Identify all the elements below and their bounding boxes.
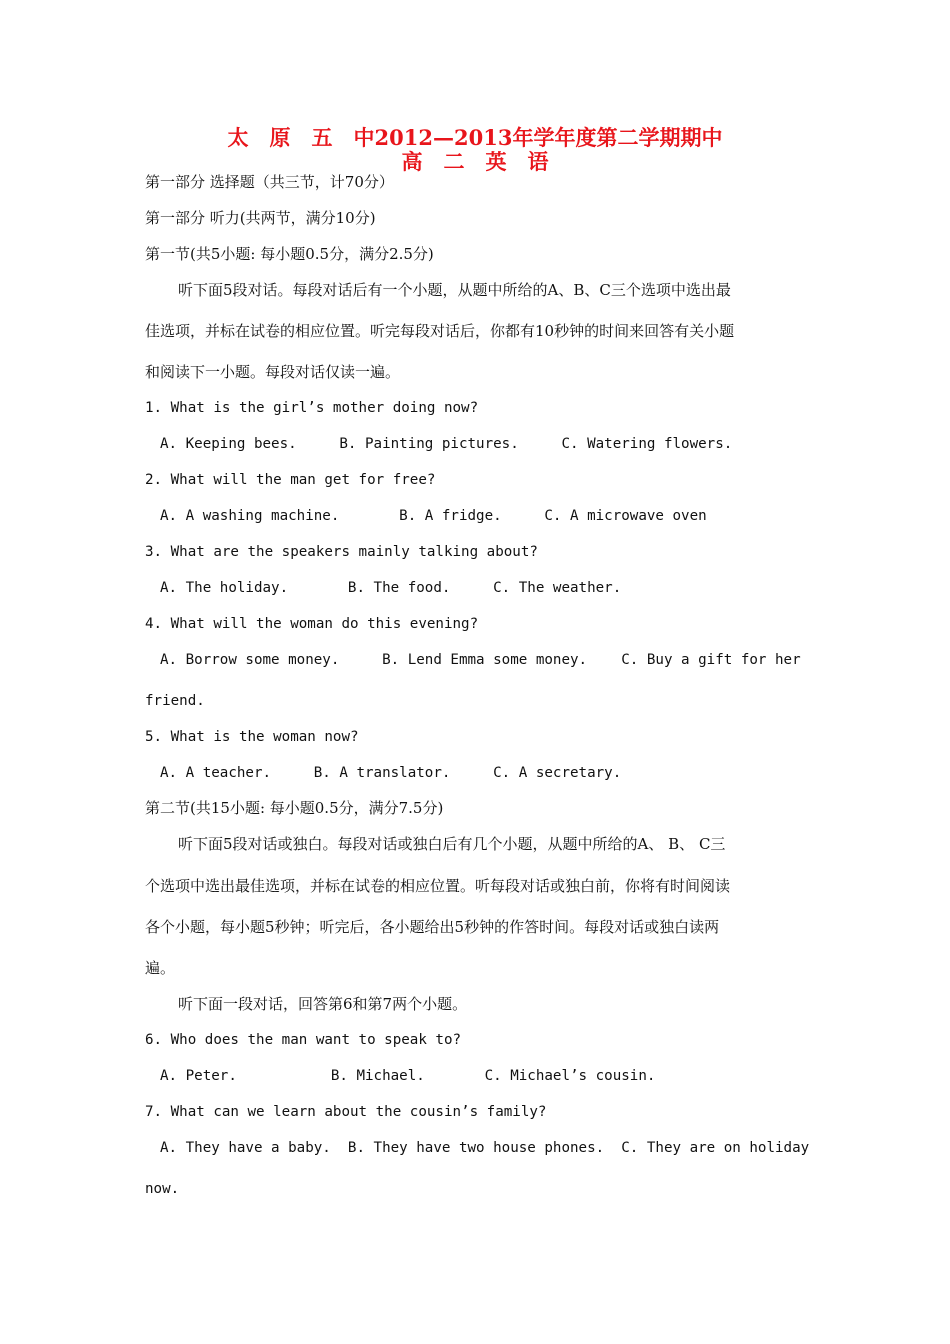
section2-heading: 第二节(共15小题: 每小题0.5分，满分7.5分) — [145, 799, 444, 817]
dialogue-6-intro: 听下面一段对话，回答第6和第7两个小题。 — [178, 995, 468, 1013]
question-2-options: A. A washing machine. B. A fridge. C. A microwave oven — [160, 508, 707, 524]
question-1-options: A. Keeping bees. B. Painting pictures. C. Watering flowers. — [160, 436, 733, 452]
part1-heading: 第一部分 选择题（共三节，计70分） — [145, 173, 394, 191]
question-2: 2. What will the man get for free? — [145, 472, 436, 488]
question-7-options-continued: now. — [145, 1181, 180, 1197]
question-7: 7. What can we learn about the cousin’s family? — [145, 1104, 547, 1120]
question-3-options: A. The holiday. B. The food. C. The weather. — [160, 580, 622, 596]
section1-instruction-line: 听下面5段对话。每段对话后有一个小题，从题中所给的A、B、C三个选项中选出最 — [178, 281, 731, 299]
question-5: 5. What is the woman now? — [145, 729, 359, 745]
exam-title: 太 原 五 中2012—2013年学年度第二学期期中 — [227, 125, 723, 150]
question-6: 6. Who does the man want to speak to? — [145, 1032, 462, 1048]
listening-heading: 第一部分 听力(共两节，满分10分) — [145, 209, 376, 227]
section2-instruction-line: 听下面5段对话或独白。每段对话或独白后有几个小题，从题中所给的A、 B、 C三 — [178, 835, 726, 853]
question-4-options: A. Borrow some money. B. Lend Emma some money. C. Buy a gift for her — [160, 652, 801, 668]
exam-subject: 高 二 英 语 — [401, 149, 549, 174]
question-3: 3. What are the speakers mainly talking about? — [145, 544, 538, 560]
section1-instruction-line: 和阅读下一小题。每段对话仅读一遍。 — [145, 363, 401, 381]
question-1: 1. What is the girl’s mother doing now? — [145, 400, 479, 416]
question-4-options-continued: friend. — [145, 693, 205, 709]
question-7-options: A. They have a baby. B. They have two house phones. C. They are on holiday — [160, 1140, 810, 1156]
section1-heading: 第一节(共5小题: 每小题0.5分，满分2.5分) — [145, 245, 434, 263]
section2-instruction-line: 个选项中选出最佳选项，并标在试卷的相应位置。听每段对话或独白前，你将有时间阅读 — [145, 877, 731, 895]
question-5-options: A. A teacher. B. A translator. C. A secretary. — [160, 765, 622, 781]
question-6-options: A. Peter. B. Michael. C. Michael’s cousin. — [160, 1068, 656, 1084]
question-4: 4. What will the woman do this evening? — [145, 616, 479, 632]
section2-instruction-line: 各个小题，每小题5秒钟；听完后，各小题给出5秒钟的作答时间。每段对话或独白读两 — [145, 918, 720, 936]
section1-instruction-line: 佳选项，并标在试卷的相应位置。听完每段对话后，你都有10秒钟的时间来回答有关小题 — [145, 322, 735, 340]
section2-instruction-line: 遍。 — [145, 959, 176, 977]
